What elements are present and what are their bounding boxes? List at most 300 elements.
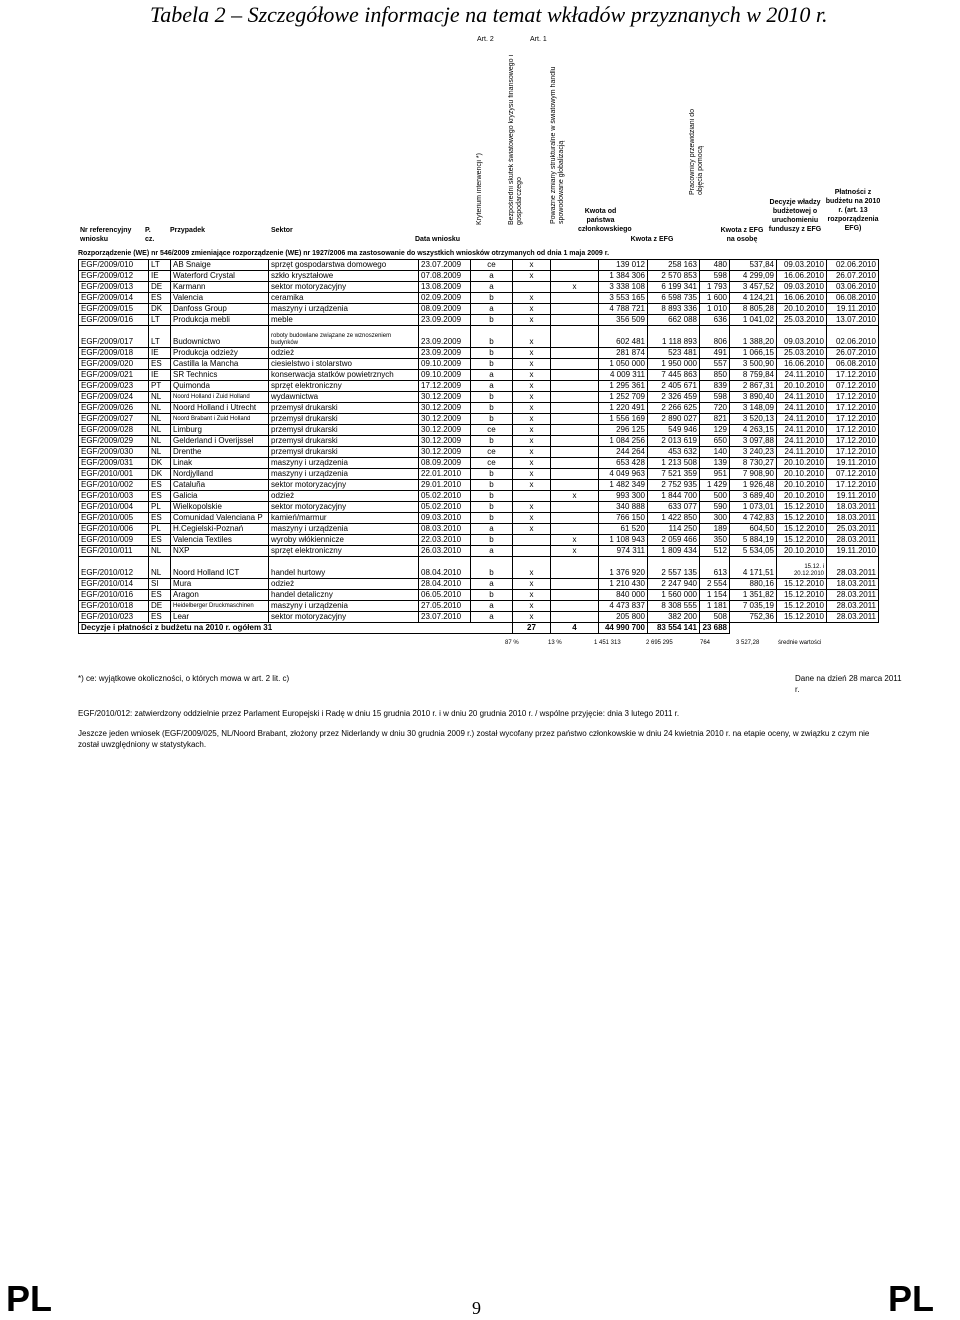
cell-kr: b [471, 414, 513, 425]
cell-kp: 4 788 721 [599, 304, 648, 315]
cell-a: x [513, 436, 551, 447]
cell-p: NL [149, 403, 171, 414]
cell-kr: b [471, 535, 513, 546]
cell-nr: EGF/2010/011 [79, 546, 149, 557]
header-nr: Nr referencyjny wniosku [80, 227, 132, 243]
cell-sektor: odzież [269, 491, 419, 502]
cell-ko: 880,16 [730, 579, 777, 590]
cell-p: NL [149, 436, 171, 447]
cell-dec: 24.11.2010 [777, 425, 827, 436]
cell-nr: EGF/2010/018 [79, 601, 149, 612]
cell-dec: 20.10.2010 [777, 458, 827, 469]
cell-b [551, 425, 599, 436]
cell-kp: 1 295 361 [599, 381, 648, 392]
cell-a [513, 546, 551, 557]
cell-dec: 09.03.2010 [777, 282, 827, 293]
cell-p: IE [149, 348, 171, 359]
cell-pl: 26.07.2010 [827, 348, 879, 359]
cell-sektor: odzież [269, 579, 419, 590]
cell-sektor: handel hurtowy [269, 557, 419, 579]
cell-b [551, 524, 599, 535]
cell-kp: 653 428 [599, 458, 648, 469]
cell-nr: EGF/2009/015 [79, 304, 149, 315]
cell-przypadek: Comunidad Valenciana P [171, 513, 269, 524]
cell-kp: 1 084 256 [599, 436, 648, 447]
cell-ko: 1 073,01 [730, 502, 777, 513]
cell-nr: EGF/2009/026 [79, 403, 149, 414]
cell-data: 09.03.2010 [419, 513, 471, 524]
cell-przypadek: NXP [171, 546, 269, 557]
cell-data: 23.09.2009 [419, 326, 471, 348]
cell-sektor: sprzęt elektroniczny [269, 381, 419, 392]
cell-b [551, 557, 599, 579]
cell-ko: 3 689,40 [730, 491, 777, 502]
cell-dec: 09.03.2010 [777, 326, 827, 348]
cell-data: 30.12.2009 [419, 403, 471, 414]
cell-p: NL [149, 447, 171, 458]
cell-b [551, 612, 599, 623]
cell-nr: EGF/2009/020 [79, 359, 149, 370]
cell-a: x [513, 381, 551, 392]
cell-p: DK [149, 304, 171, 315]
cell-dec: 15.12. i 20.12.2010 [777, 557, 827, 579]
cell-kp: 281 874 [599, 348, 648, 359]
cell-pr: 140 [700, 447, 730, 458]
cell-p: NL [149, 546, 171, 557]
cell-data: 23.09.2009 [419, 348, 471, 359]
cell-pl: 18.03.2011 [827, 579, 879, 590]
cell-ke: 258 163 [648, 260, 700, 271]
header-platnosci: Płatności z budżetu na 2010 r. (art. 13 rozporządzenia EFG) [825, 189, 881, 232]
cell-kr: b [471, 315, 513, 326]
cell-b: x [551, 546, 599, 557]
cell-przypadek: Mura [171, 579, 269, 590]
cell-ke: 1 950 000 [648, 359, 700, 370]
cell-kp: 205 800 [599, 612, 648, 623]
cell-pr: 491 [700, 348, 730, 359]
cell-a: x [513, 447, 551, 458]
cell-kp: 356 509 [599, 315, 648, 326]
cell-a: x [513, 315, 551, 326]
cell-przypadek: Limburg [171, 425, 269, 436]
cell-ke: 1 844 700 [648, 491, 700, 502]
cell-nr: EGF/2010/004 [79, 502, 149, 513]
cell-kp: 1 252 709 [599, 392, 648, 403]
cell-pr: 850 [700, 370, 730, 381]
section-title: Rozporządzenie (WE) nr 546/2009 zmieniające rozporządzenie (WE) nr 1927/2006 ma zastosowanie do wszystkich wniosków otrzymanych od dnia 1 maja 2009 r. [78, 250, 610, 257]
cell-nr: EGF/2010/016 [79, 590, 149, 601]
cell-a: x [513, 304, 551, 315]
cell-a: x [513, 524, 551, 535]
cell-sektor: sektor motoryzacyjny [269, 502, 419, 513]
cell-pr: 1 010 [700, 304, 730, 315]
page-number: 9 [472, 1298, 481, 1318]
cell-data: 29.01.2010 [419, 480, 471, 491]
cell-pl: 18.03.2011 [827, 502, 879, 513]
cell-dec: 20.10.2010 [777, 491, 827, 502]
cell-data: 08.09.2009 [419, 458, 471, 469]
cell-pl: 17.12.2010 [827, 403, 879, 414]
cell-dec: 25.03.2010 [777, 348, 827, 359]
cell-nr: EGF/2009/030 [79, 447, 149, 458]
cell-sektor: przemysł drukarski [269, 447, 419, 458]
cell-b [551, 436, 599, 447]
cell-p: ES [149, 590, 171, 601]
cell-dec: 24.11.2010 [777, 447, 827, 458]
cell-pr: 480 [700, 260, 730, 271]
cell-ko: 8 730,27 [730, 458, 777, 469]
cell-dec: 15.12.2010 [777, 502, 827, 513]
cell-p: PT [149, 381, 171, 392]
cell-nr: EGF/2009/017 [79, 326, 149, 348]
cell-ko: 4 124,21 [730, 293, 777, 304]
cell-pr: 636 [700, 315, 730, 326]
cell-nr: EGF/2010/001 [79, 469, 149, 480]
cell-dec: 24.11.2010 [777, 403, 827, 414]
cell-dec: 09.03.2010 [777, 260, 827, 271]
cell-dec: 24.11.2010 [777, 414, 827, 425]
cell-ke: 2 059 466 [648, 535, 700, 546]
cell-data: 30.12.2009 [419, 392, 471, 403]
cell-ke: 7 521 359 [648, 469, 700, 480]
cell-b [551, 403, 599, 414]
cell-przypadek: Wielkopolskie [171, 502, 269, 513]
cell-a: x [513, 348, 551, 359]
page-title: Tabela 2 – Szczegółowe informacje na temat wkładów przyznanych w 2010 r. [150, 2, 828, 27]
cell-pl: 28.03.2011 [827, 601, 879, 612]
header-kwota-panstwa: Kwota od państwa członkowskiego [578, 208, 632, 233]
cell-ke: 2 266 625 [648, 403, 700, 414]
cell-data: 22.03.2010 [419, 535, 471, 546]
cell-pl: 17.12.2010 [827, 370, 879, 381]
cell-kr: a [471, 381, 513, 392]
cell-pr: 189 [700, 524, 730, 535]
cell-przypadek: Castilla la Mancha [171, 359, 269, 370]
table-row [79, 370, 879, 381]
table-row [79, 359, 879, 370]
cell-nr: EGF/2009/023 [79, 381, 149, 392]
cell-kr: b [471, 513, 513, 524]
cell-przypadek: Karmann [171, 282, 269, 293]
cell-ke: 1 560 000 [648, 590, 700, 601]
cell-data: 08.04.2010 [419, 557, 471, 579]
cell-ke: 2 752 935 [648, 480, 700, 491]
cell-ke: 1 809 434 [648, 546, 700, 557]
table-row [79, 293, 879, 304]
total-a: 27 [513, 623, 551, 634]
cell-kr: b [471, 469, 513, 480]
cell-b [551, 513, 599, 524]
cell-ko: 5 884,19 [730, 535, 777, 546]
cell-przypadek: AB Snaige [171, 260, 269, 271]
cell-nr: EGF/2009/021 [79, 370, 149, 381]
cell-kp: 3 338 108 [599, 282, 648, 293]
cell-b [551, 359, 599, 370]
cell-data: 05.02.2010 [419, 491, 471, 502]
cell-a: x [513, 425, 551, 436]
table-row [79, 557, 879, 579]
cell-kp: 244 264 [599, 447, 648, 458]
cell-pl: 17.12.2010 [827, 480, 879, 491]
cell-nr: EGF/2010/002 [79, 480, 149, 491]
cell-kp: 840 000 [599, 590, 648, 601]
cell-dec: 15.12.2010 [777, 601, 827, 612]
cell-data: 30.12.2009 [419, 414, 471, 425]
cell-ke: 633 077 [648, 502, 700, 513]
cell-kr: b [471, 480, 513, 491]
cell-data: 05.02.2010 [419, 502, 471, 513]
cell-data: 17.12.2009 [419, 381, 471, 392]
cell-dec: 16.06.2010 [777, 271, 827, 282]
cell-pl: 13.07.2010 [827, 315, 879, 326]
table-row [79, 326, 879, 348]
cell-kp: 4 473 837 [599, 601, 648, 612]
cell-nr: EGF/2009/018 [79, 348, 149, 359]
cell-pl: 19.11.2010 [827, 491, 879, 502]
cell-pr: 650 [700, 436, 730, 447]
cell-kr: a [471, 612, 513, 623]
header-przypadek: Przypadek [170, 227, 206, 234]
cell-p: NL [149, 425, 171, 436]
cell-nr: EGF/2009/031 [79, 458, 149, 469]
cell-pr: 2 554 [700, 579, 730, 590]
cell-sektor: sektor motoryzacyjny [269, 612, 419, 623]
cell-nr: EGF/2010/006 [79, 524, 149, 535]
footnote-dane: Dane na dzień 28 marca 2011 r. [795, 674, 902, 694]
cell-b [551, 370, 599, 381]
cell-ko: 7 035,19 [730, 601, 777, 612]
cell-ko: 3 457,52 [730, 282, 777, 293]
cell-b: x [551, 282, 599, 293]
table-row [79, 458, 879, 469]
cell-przypadek: Linak [171, 458, 269, 469]
cell-pr: 350 [700, 535, 730, 546]
cell-kr: b [471, 359, 513, 370]
cell-pl: 17.12.2010 [827, 425, 879, 436]
cell-pl: 03.06.2010 [827, 282, 879, 293]
cell-kp: 974 311 [599, 546, 648, 557]
cell-data: 23.07.2009 [419, 260, 471, 271]
cell-pl: 18.03.2011 [827, 513, 879, 524]
cell-kr: b [471, 491, 513, 502]
cell-b [551, 392, 599, 403]
table-row [79, 491, 879, 502]
cell-kr: b [471, 557, 513, 579]
cell-data: 30.12.2009 [419, 447, 471, 458]
cell-kp: 1 108 943 [599, 535, 648, 546]
cell-pr: 598 [700, 271, 730, 282]
cell-ke: 6 199 341 [648, 282, 700, 293]
cell-data: 23.09.2009 [419, 315, 471, 326]
pct-ke: 2 695 295 [646, 640, 673, 646]
cell-nr: EGF/2009/016 [79, 315, 149, 326]
cell-pl: 06.08.2010 [827, 293, 879, 304]
cell-b [551, 469, 599, 480]
pct-pr: 764 [700, 640, 711, 646]
cell-data: 02.09.2009 [419, 293, 471, 304]
total-b: 4 [551, 623, 599, 634]
cell-ke: 6 598 735 [648, 293, 700, 304]
cell-data: 08.09.2009 [419, 304, 471, 315]
cell-nr: EGF/2010/009 [79, 535, 149, 546]
cell-kp: 1 220 491 [599, 403, 648, 414]
table-row [79, 447, 879, 458]
cell-ke: 2 247 940 [648, 579, 700, 590]
cell-dec: 15.12.2010 [777, 535, 827, 546]
cell-p: ES [149, 480, 171, 491]
cell-p: PL [149, 524, 171, 535]
cell-sektor: przemysł drukarski [269, 403, 419, 414]
cell-ke: 662 088 [648, 315, 700, 326]
table-row [79, 392, 879, 403]
cell-a: x [513, 271, 551, 282]
cell-b [551, 293, 599, 304]
cell-data: 13.08.2009 [419, 282, 471, 293]
cell-nr: EGF/2010/014 [79, 579, 149, 590]
table-row [79, 282, 879, 293]
cell-b [551, 315, 599, 326]
cell-przypadek: Lear [171, 612, 269, 623]
cell-kp: 61 520 [599, 524, 648, 535]
cell-data: 22.01.2010 [419, 469, 471, 480]
cell-p: DE [149, 601, 171, 612]
lang-right: PL [888, 1278, 935, 1319]
cell-ke: 549 946 [648, 425, 700, 436]
cell-przypadek: Noord Holland i Utrecht [171, 403, 269, 414]
cell-ko: 752,36 [730, 612, 777, 623]
cell-kr: a [471, 579, 513, 590]
cell-p: SI [149, 579, 171, 590]
cell-przypadek: H.Cegielski-Poznań [171, 524, 269, 535]
cell-ko: 8 759,84 [730, 370, 777, 381]
cell-nr: EGF/2010/005 [79, 513, 149, 524]
cell-sektor: sektor motoryzacyjny [269, 480, 419, 491]
table-row [79, 271, 879, 282]
footnote-approval: EGF/2010/012: zatwierdzony oddzielnie przez Parlament Europejski i Radę w dniu 15 grudnia 2010 r. i w dniu 20 grudnia 2010 r. / wspólne przyjęcie: dnia 3 lutego 2011 r. [78, 709, 680, 718]
cell-dec: 15.12.2010 [777, 513, 827, 524]
cell-ko: 1 926,48 [730, 480, 777, 491]
cell-ke: 2 326 459 [648, 392, 700, 403]
cell-ke: 1 422 850 [648, 513, 700, 524]
cell-pr: 557 [700, 359, 730, 370]
cell-kr: b [471, 326, 513, 348]
cell-przypadek: Cataluña [171, 480, 269, 491]
cell-kp: 602 481 [599, 326, 648, 348]
cell-a: x [513, 392, 551, 403]
cell-data: 30.12.2009 [419, 425, 471, 436]
header-kryterium: Kryterium interwencji *) [476, 153, 483, 225]
cell-kp: 993 300 [599, 491, 648, 502]
cell-pl: 17.12.2010 [827, 414, 879, 425]
cell-nr: EGF/2010/023 [79, 612, 149, 623]
cell-sektor: meble [269, 315, 419, 326]
cell-przypadek: Valencia [171, 293, 269, 304]
cell-przypadek: Galicia [171, 491, 269, 502]
cell-kp: 4 049 963 [599, 469, 648, 480]
cell-data: 08.03.2010 [419, 524, 471, 535]
cell-a: x [513, 601, 551, 612]
cell-kr: b [471, 293, 513, 304]
art2-label: Art. 2 [477, 36, 494, 43]
cell-p: ES [149, 535, 171, 546]
cell-pr: 129 [700, 425, 730, 436]
total-kp: 44 990 700 [599, 623, 648, 634]
cell-b [551, 414, 599, 425]
table-row [79, 546, 879, 557]
cell-sektor: handel detaliczny [269, 590, 419, 601]
cell-sektor: maszyny i urządzenia [269, 601, 419, 612]
cell-ko: 604,50 [730, 524, 777, 535]
cell-dec: 20.10.2010 [777, 480, 827, 491]
cell-b [551, 579, 599, 590]
table-row [79, 348, 879, 359]
cell-kr: b [471, 590, 513, 601]
cell-pl: 28.03.2011 [827, 535, 879, 546]
cell-a [513, 282, 551, 293]
cell-ko: 3 240,23 [730, 447, 777, 458]
cell-data: 09.10.2009 [419, 359, 471, 370]
cell-pr: 500 [700, 491, 730, 502]
cell-pr: 720 [700, 403, 730, 414]
cell-kr: a [471, 524, 513, 535]
cell-ke: 2 570 853 [648, 271, 700, 282]
cell-p: NL [149, 557, 171, 579]
cell-dec: 24.11.2010 [777, 370, 827, 381]
cell-ko: 3 520,13 [730, 414, 777, 425]
cell-kp: 340 888 [599, 502, 648, 513]
cell-przypadek: SR Technics [171, 370, 269, 381]
cell-kp: 3 553 165 [599, 293, 648, 304]
cell-pr: 1 181 [700, 601, 730, 612]
cell-pr: 951 [700, 469, 730, 480]
cell-b [551, 601, 599, 612]
header-kwota-osobe: Kwota z EFG na osobę [720, 227, 764, 243]
cell-b [551, 260, 599, 271]
cell-ke: 1 118 893 [648, 326, 700, 348]
cell-ko: 7 908,90 [730, 469, 777, 480]
cell-ke: 1 213 508 [648, 458, 700, 469]
cell-b [551, 304, 599, 315]
cell-kp: 1 384 306 [599, 271, 648, 282]
cell-kr: b [471, 348, 513, 359]
pct-ko: 3 527,28 [736, 640, 760, 646]
cell-pl: 28.03.2011 [827, 590, 879, 601]
total-label: Decyzje i płatności z budżetu na 2010 r. ogółem 31 [79, 623, 513, 634]
table-row [79, 436, 879, 447]
cell-sektor: maszyny i urządzenia [269, 458, 419, 469]
cell-pl: 26.07.2010 [827, 271, 879, 282]
cell-a: x [513, 458, 551, 469]
cell-b [551, 590, 599, 601]
cell-p: DE [149, 282, 171, 293]
cell-sektor: sprzęt gospodarstwa domowego [269, 260, 419, 271]
pct-kp: 1 451 313 [594, 640, 621, 646]
cell-p: ES [149, 513, 171, 524]
cell-nr: EGF/2009/029 [79, 436, 149, 447]
header-pracownicy: Pracownicy przewidziani do objęcia pomocą [689, 109, 704, 195]
pct-b: 13 % [548, 640, 562, 646]
cell-pl: 07.12.2010 [827, 381, 879, 392]
cell-przypadek: Budownictwo [171, 326, 269, 348]
cell-pr: 590 [700, 502, 730, 513]
cell-a: x [513, 612, 551, 623]
cell-b [551, 348, 599, 359]
cell-kp: 766 150 [599, 513, 648, 524]
cell-data: 30.12.2009 [419, 436, 471, 447]
cell-a: x [513, 557, 551, 579]
cell-b [551, 271, 599, 282]
cell-pl: 17.12.2010 [827, 392, 879, 403]
